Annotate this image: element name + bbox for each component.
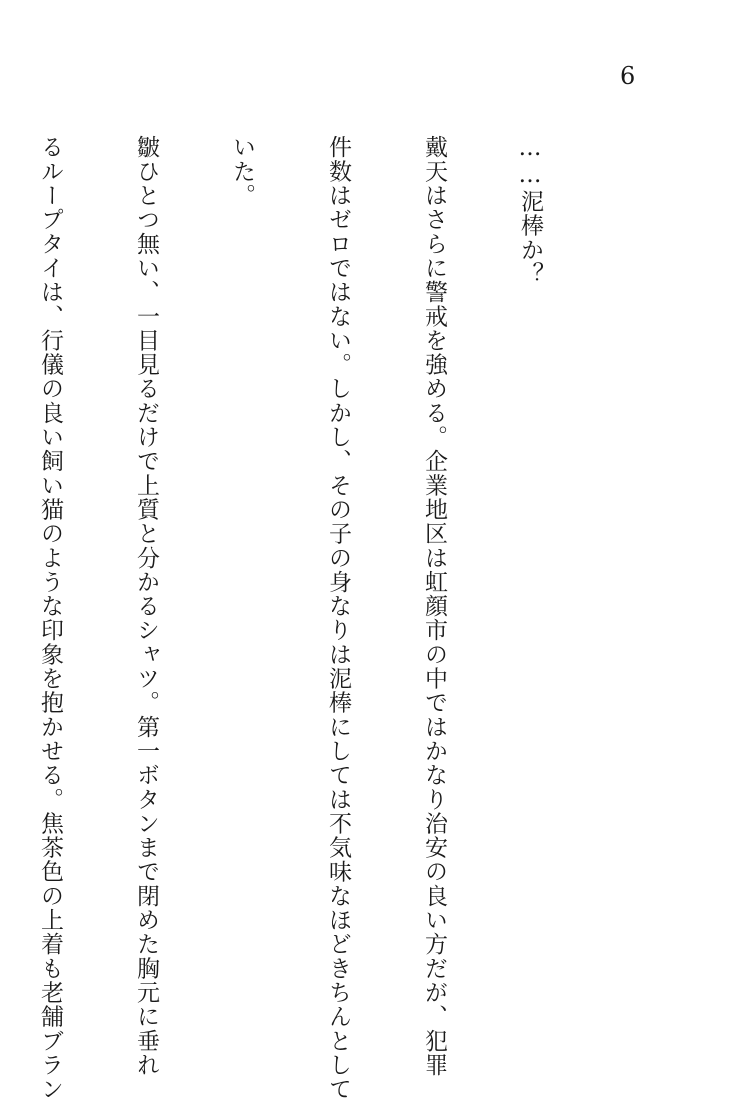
text-line: いた。	[229, 135, 255, 208]
text-line: ……泥棒か？	[517, 135, 543, 286]
body-text	[0, 135, 610, 1101]
text-line: 件数はゼロではない。しかし、その子の身なりは泥棒にしては不気味なほどきちんとして	[325, 135, 351, 1101]
text-line: 戴天はさらに警戒を強める。企業地区は虹顔市の中ではかなり治安の良い方だが、犯罪	[421, 135, 447, 1077]
text-line: るループタイは、行儀の良い飼い猫のような印象を抱かせる。焦茶色の上着も老舗ブラン	[37, 135, 63, 1101]
page-number: 6	[620, 62, 636, 90]
text-line: 皺ひとつ無い、一目見るだけで上質と分かるシャツ。第一ボタンまで閉めた胸元に垂れ	[133, 135, 159, 1077]
